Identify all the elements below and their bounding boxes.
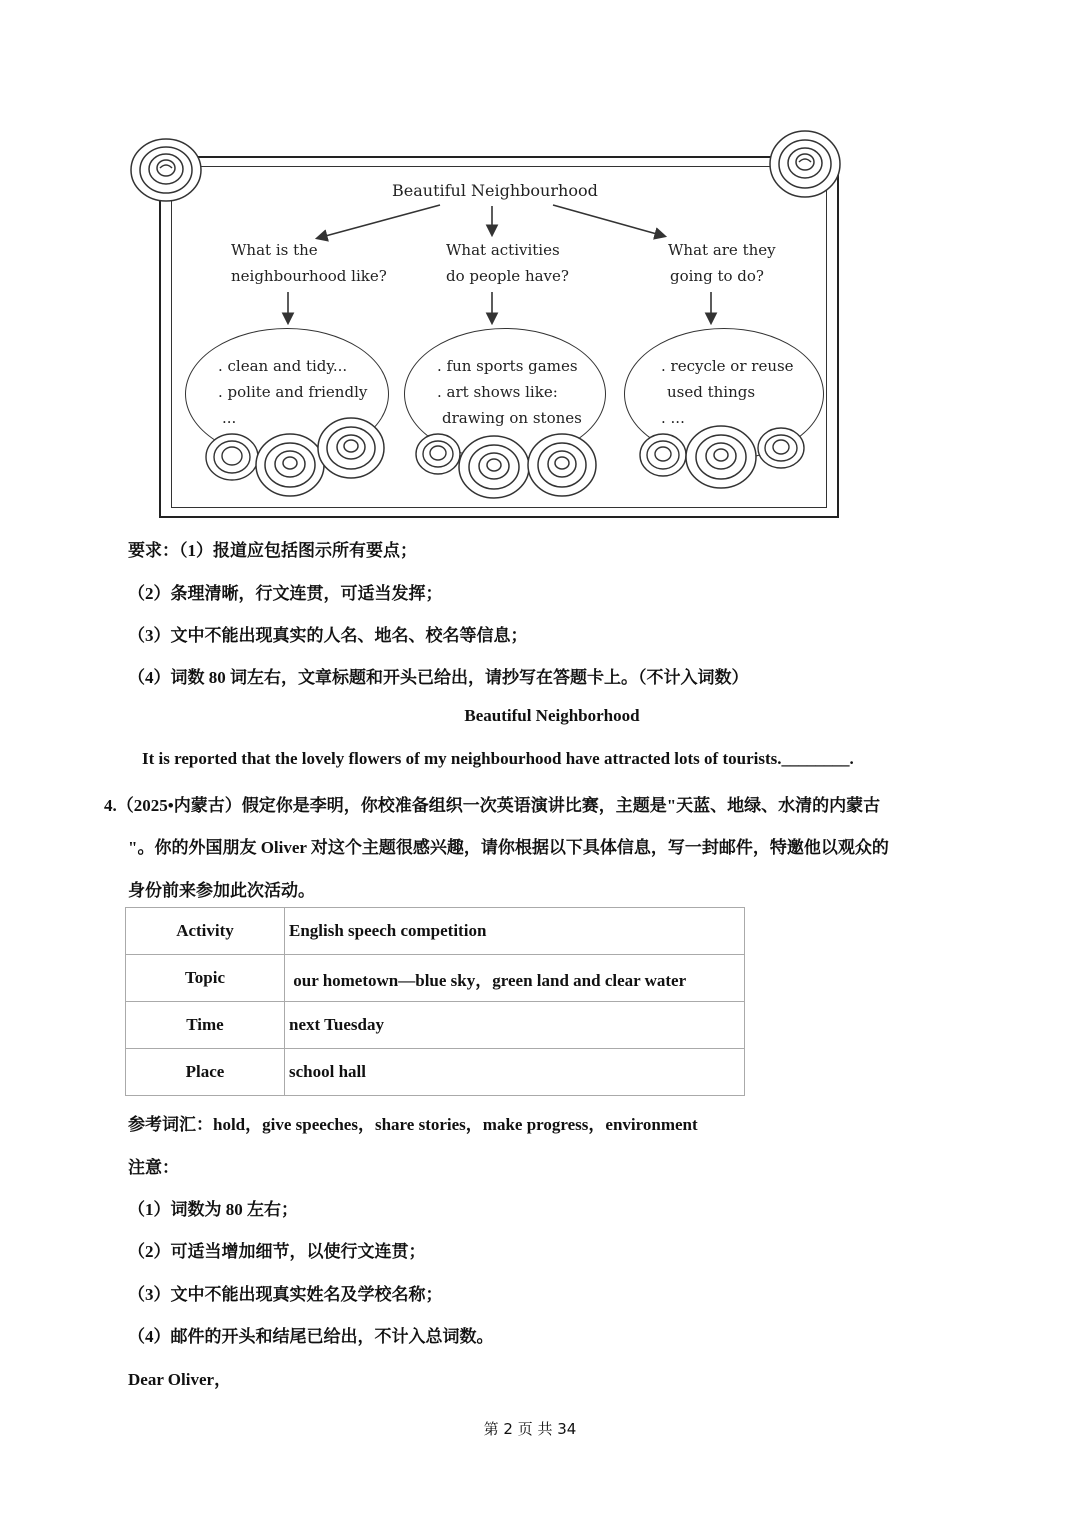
requirement-4: （4）词数 80 词左右，文章标题和开头已给出，请抄写在答题卡上。（不计入词数） (128, 668, 749, 687)
requirement-1: 要求：（1）报道应包括图示所有要点； (128, 541, 417, 560)
question-4-line3: 身份前来参加此次活动。 (128, 881, 315, 900)
table-value: next Tuesday (285, 1002, 745, 1049)
table-value: our hometown—blue sky，green land and clear water (285, 955, 745, 1002)
rose-small-icon (638, 432, 688, 478)
note-2: （2）可适当增加细节，以使行文连贯； (128, 1242, 426, 1261)
table-key: Activity (126, 908, 285, 955)
answer-3-line2: used things (667, 383, 756, 401)
rose-top-left-icon (128, 136, 204, 204)
table-row (126, 908, 745, 955)
question-2-line2: do people have? (446, 267, 569, 285)
table-row (126, 1049, 745, 1096)
answer-3-line3: . ... (661, 409, 685, 427)
table-key: Time (126, 1002, 285, 1049)
answer-2-line2: . art shows like: (437, 383, 558, 401)
arrow-title-to-q3 (553, 205, 664, 236)
table-value: school hall (285, 1049, 745, 1096)
vocabulary: 参考词汇：hold，give speeches，share stories，make progress，environment (128, 1115, 698, 1134)
rose-icon (316, 416, 386, 480)
table-key: Place (126, 1049, 285, 1096)
info-table (125, 907, 745, 1096)
answer-2-line3: drawing on stones (442, 409, 582, 427)
rose-icon (526, 432, 598, 498)
note-3: （3）文中不能出现真实姓名及学校名称； (128, 1285, 443, 1304)
notes-heading: 注意： (128, 1158, 179, 1177)
note-1: （1）词数为 80 左右； (128, 1200, 298, 1219)
question-3-line2: going to do? (670, 267, 764, 285)
essay-title: Beautiful Neighborhood (464, 706, 640, 725)
requirement-2: （2）条理清晰，行文连贯，可适当发挥； (128, 584, 443, 603)
question-2-line1: What activities (446, 241, 560, 259)
table-value: English speech competition (285, 908, 745, 955)
diagram-title: Beautiful Neighbourhood (392, 181, 598, 200)
requirement-3: （3）文中不能出现真实的人名、地名、校名等信息； (128, 626, 528, 645)
rose-small-icon (414, 432, 462, 476)
answer-3-line1: . recycle or reuse (661, 357, 794, 375)
essay-opening: It is reported that the lovely flowers of my neighbourhood have attracted lots of tourists.________. (142, 749, 854, 768)
email-greeting: Dear Oliver， (128, 1370, 232, 1389)
question-3-line1: What are they (668, 241, 776, 259)
rose-icon (684, 424, 758, 490)
question-1-line1: What is the (231, 241, 318, 259)
table-row (126, 1002, 745, 1049)
rose-small-icon (204, 432, 260, 482)
table-key: Topic (126, 955, 285, 1002)
answer-2-line1: . fun sports games (437, 357, 578, 375)
rose-small-icon (756, 426, 806, 470)
arrow-title-to-q1 (318, 205, 440, 238)
question-4-line1: 4.（2025•内蒙古）假定你是李明，你校准备组织一次英语演讲比赛，主题是"天蓝、地绿、水清的内蒙古 (104, 796, 881, 815)
answer-1-line2: . polite and friendly (218, 383, 368, 401)
note-4: （4）邮件的开头和结尾已给出，不计入总词数。 (128, 1327, 494, 1346)
question-1-line2: neighbourhood like? (231, 267, 387, 285)
answer-1-line3: ... (222, 409, 237, 427)
rose-top-right-icon (767, 128, 843, 200)
rose-icon (456, 434, 532, 500)
table-row (126, 955, 745, 1002)
question-4-line2: "。你的外国朋友 Oliver 对这个主题很感兴趣，请你根据以下具体信息，写一封邮件，特邀他以观众的 (128, 838, 889, 857)
answer-1-line1: . clean and tidy... (218, 357, 348, 375)
page-footer: 第 2 页 共 34 (483, 1420, 577, 1438)
